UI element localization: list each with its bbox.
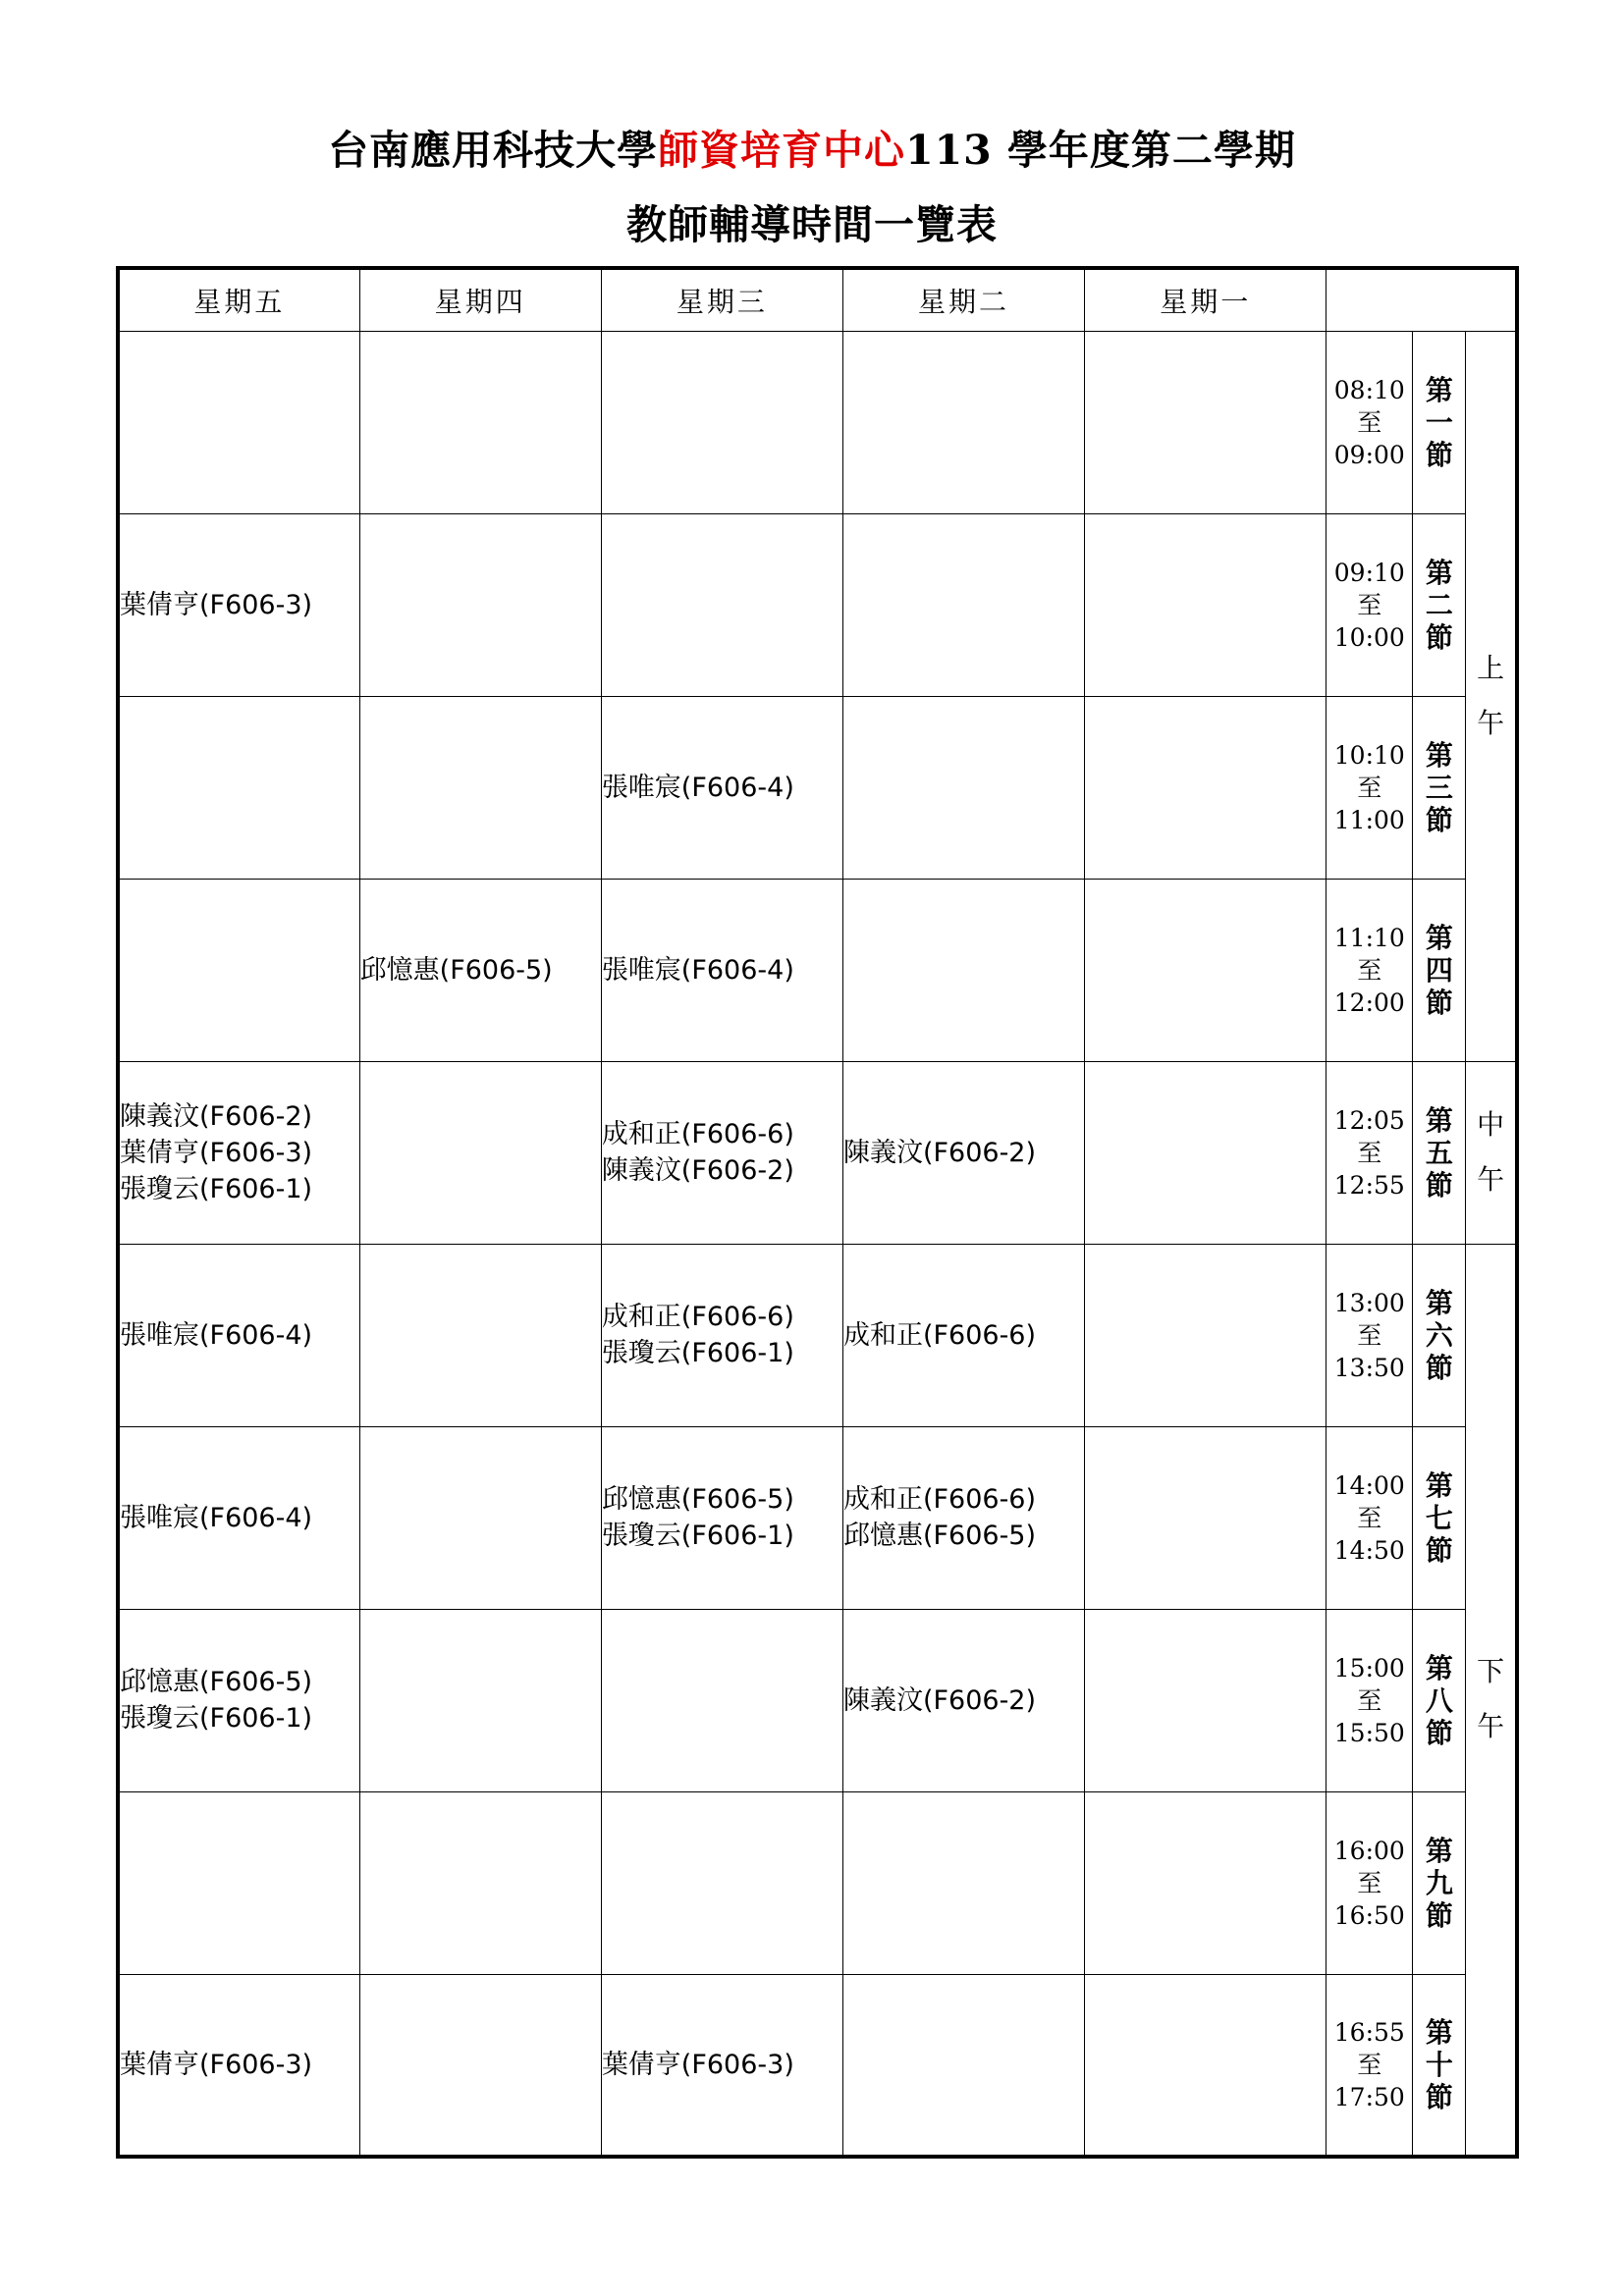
schedule-cell-mon bbox=[1085, 879, 1326, 1061]
period-label-char: 五 bbox=[1425, 1136, 1453, 1169]
period-label-char: 第 bbox=[1425, 738, 1453, 772]
period-label-char: 節 bbox=[1425, 438, 1453, 471]
period-label bbox=[1413, 1609, 1466, 1791]
session-label-char: 午 bbox=[1477, 1710, 1505, 1743]
schedule-cell-wed bbox=[601, 696, 842, 879]
title-school: 台南應用科技大學 bbox=[328, 127, 659, 174]
schedule-cell-mon bbox=[1085, 1426, 1326, 1609]
period-row bbox=[118, 1791, 1517, 1974]
teacher-entry: 張瓊云(F606-1) bbox=[120, 1703, 313, 1734]
period-label-char: 節 bbox=[1425, 1351, 1453, 1384]
session-label-noon bbox=[1466, 1061, 1517, 1244]
period-time bbox=[1326, 1061, 1413, 1244]
session-label-morning bbox=[1466, 331, 1517, 1061]
period-time-line: 16:55 bbox=[1333, 2017, 1405, 2047]
schedule-cell-tue bbox=[842, 1609, 1084, 1791]
teacher-entry: 葉倩亨(F606-3) bbox=[120, 589, 313, 620]
period-row bbox=[118, 1974, 1517, 2157]
period-time-line: 14:00 bbox=[1333, 1470, 1405, 1500]
period-time bbox=[1326, 1974, 1413, 2157]
period-time-line: 11:00 bbox=[1333, 805, 1405, 834]
period-label-char: 第 bbox=[1425, 556, 1453, 589]
header-corner bbox=[1326, 268, 1517, 331]
period-time-line: 14:50 bbox=[1333, 1535, 1405, 1565]
period-row bbox=[118, 331, 1517, 513]
schedule-cell-thu bbox=[359, 1974, 601, 2157]
period-time-line: 17:50 bbox=[1333, 2082, 1405, 2111]
period-label-char: 節 bbox=[1425, 1168, 1453, 1201]
schedule-cell-thu bbox=[359, 1426, 601, 1609]
schedule-cell-fri bbox=[118, 331, 359, 513]
period-label-char: 第 bbox=[1425, 1834, 1453, 1867]
page-title bbox=[0, 118, 1624, 176]
period-label-char: 十 bbox=[1425, 2048, 1453, 2081]
schedule-cell-tue bbox=[842, 331, 1084, 513]
day-header-thu: 星期四 bbox=[359, 268, 601, 331]
period-label-char: 六 bbox=[1425, 1318, 1453, 1352]
schedule-cell-thu bbox=[359, 331, 601, 513]
period-time bbox=[1326, 1609, 1413, 1791]
schedule-cell-wed bbox=[601, 879, 842, 1061]
period-label-char: 一 bbox=[1425, 405, 1453, 439]
session-label-char: 下 bbox=[1477, 1655, 1505, 1688]
schedule-cell-mon bbox=[1085, 696, 1326, 879]
schedule-cell-mon bbox=[1085, 513, 1326, 696]
schedule-cell-thu bbox=[359, 879, 601, 1061]
period-label-char: 二 bbox=[1425, 588, 1453, 621]
period-label-char: 第 bbox=[1425, 921, 1453, 954]
schedule-cell-tue bbox=[842, 1061, 1084, 1244]
teacher-entry: 張唯宸(F606-4) bbox=[601, 954, 794, 986]
period-label bbox=[1413, 879, 1466, 1061]
period-label-char: 第 bbox=[1425, 1103, 1453, 1137]
teacher-entry: 張唯宸(F606-4) bbox=[120, 1319, 313, 1351]
period-time-line: 09:10 bbox=[1333, 558, 1405, 587]
schedule-cell-thu bbox=[359, 1791, 601, 1974]
schedule-cell-mon bbox=[1085, 1791, 1326, 1974]
period-time-line: 09:00 bbox=[1333, 440, 1405, 469]
teacher-entry: 邱憶惠(F606-5) bbox=[601, 1484, 794, 1515]
teacher-entry: 成和正(F606-6) bbox=[842, 1484, 1037, 1515]
schedule-cell-tue bbox=[842, 513, 1084, 696]
day-header-fri: 星期五 bbox=[118, 268, 359, 331]
period-label bbox=[1413, 513, 1466, 696]
period-label bbox=[1413, 1426, 1466, 1609]
period-label bbox=[1413, 1974, 1466, 2157]
teacher-entry: 邱憶惠(F606-5) bbox=[120, 1667, 313, 1697]
period-time-line: 16:50 bbox=[1333, 1900, 1405, 1930]
period-label-char: 節 bbox=[1425, 1898, 1453, 1932]
teacher-entry: 邱憶惠(F606-5) bbox=[359, 954, 553, 986]
period-label-char: 四 bbox=[1425, 953, 1453, 987]
schedule-cell-thu bbox=[359, 1061, 601, 1244]
period-row bbox=[118, 513, 1517, 696]
period-label bbox=[1413, 1791, 1466, 1974]
period-label-char: 節 bbox=[1425, 2080, 1453, 2113]
schedule-cell-fri bbox=[118, 1791, 359, 1974]
period-row bbox=[118, 1244, 1517, 1426]
period-time-line: 至 bbox=[1357, 407, 1382, 437]
header-row bbox=[118, 268, 1517, 331]
period-label-char: 七 bbox=[1425, 1501, 1453, 1534]
period-time bbox=[1326, 696, 1413, 879]
day-header-tue: 星期二 bbox=[842, 268, 1084, 331]
period-label-char: 九 bbox=[1425, 1866, 1453, 1899]
schedule-cell-wed bbox=[601, 1426, 842, 1609]
teacher-entry: 邱憶惠(F606-5) bbox=[842, 1521, 1037, 1551]
schedule-cell-tue bbox=[842, 1791, 1084, 1974]
period-time-line: 16:00 bbox=[1333, 1836, 1405, 1865]
period-time-line: 至 bbox=[1357, 1685, 1382, 1715]
tutoring-schedule-table bbox=[116, 266, 1519, 2159]
period-label-char: 第 bbox=[1425, 373, 1453, 406]
teacher-entry: 張唯宸(F606-4) bbox=[601, 772, 794, 803]
schedule-cell-fri bbox=[118, 1061, 359, 1244]
period-time-line: 至 bbox=[1357, 2050, 1382, 2079]
title-center: 師資培育中心 bbox=[658, 127, 906, 174]
period-label-char: 八 bbox=[1425, 1683, 1453, 1717]
schedule-cell-fri bbox=[118, 879, 359, 1061]
teacher-entry: 張瓊云(F606-1) bbox=[601, 1521, 794, 1551]
period-label bbox=[1413, 696, 1466, 879]
schedule-cell-mon bbox=[1085, 331, 1326, 513]
period-time-line: 至 bbox=[1357, 773, 1382, 802]
period-time-line: 11:10 bbox=[1333, 923, 1405, 952]
period-time-line: 至 bbox=[1357, 1503, 1382, 1532]
schedule-cell-thu bbox=[359, 1244, 601, 1426]
teacher-entry: 葉倩亨(F606-3) bbox=[120, 1137, 313, 1168]
period-row bbox=[118, 696, 1517, 879]
period-time-line: 10:10 bbox=[1333, 740, 1405, 770]
period-label-char: 節 bbox=[1425, 986, 1453, 1019]
page-subtitle: 教師輔導時間一覽表 bbox=[626, 201, 998, 248]
period-time bbox=[1326, 331, 1413, 513]
teacher-entry: 張瓊云(F606-1) bbox=[601, 1338, 794, 1368]
schedule-cell-tue bbox=[842, 696, 1084, 879]
schedule-cell-fri bbox=[118, 696, 359, 879]
schedule-cell-tue bbox=[842, 1426, 1084, 1609]
period-label bbox=[1413, 1061, 1466, 1244]
period-time bbox=[1326, 1426, 1413, 1609]
teacher-entry: 成和正(F606-6) bbox=[601, 1302, 794, 1332]
schedule-cell-fri bbox=[118, 1426, 359, 1609]
session-label-afternoon bbox=[1466, 1244, 1517, 2157]
period-label-char: 節 bbox=[1425, 1716, 1453, 1749]
teacher-entry: 陳義汶(F606-2) bbox=[601, 1155, 794, 1186]
period-row bbox=[118, 1609, 1517, 1791]
schedule-cell-thu bbox=[359, 696, 601, 879]
schedule-cell-wed bbox=[601, 331, 842, 513]
period-time-line: 至 bbox=[1357, 1868, 1382, 1897]
teacher-entry: 成和正(F606-6) bbox=[601, 1119, 794, 1149]
period-time-line: 15:50 bbox=[1333, 1718, 1405, 1747]
schedule-cell-mon bbox=[1085, 1609, 1326, 1791]
schedule-cell-tue bbox=[842, 1244, 1084, 1426]
period-label-char: 節 bbox=[1425, 1533, 1453, 1567]
period-row bbox=[118, 879, 1517, 1061]
schedule-cell-wed bbox=[601, 1974, 842, 2157]
schedule-cell-mon bbox=[1085, 1974, 1326, 2157]
period-time-line: 至 bbox=[1357, 590, 1382, 619]
period-time-line: 至 bbox=[1357, 955, 1382, 985]
schedule-cell-wed bbox=[601, 1244, 842, 1426]
period-time-line: 08:10 bbox=[1333, 375, 1405, 404]
period-time-line: 12:55 bbox=[1333, 1170, 1405, 1200]
day-header-wed: 星期三 bbox=[601, 268, 842, 331]
schedule-cell-fri bbox=[118, 1974, 359, 2157]
teacher-entry: 陳義汶(F606-2) bbox=[842, 1137, 1037, 1168]
session-label-char: 上 bbox=[1477, 652, 1505, 684]
period-time-line: 13:00 bbox=[1333, 1288, 1405, 1317]
schedule-cell-wed bbox=[601, 1061, 842, 1244]
period-row bbox=[118, 1061, 1517, 1244]
period-label-char: 第 bbox=[1425, 1468, 1453, 1502]
period-time bbox=[1326, 1791, 1413, 1974]
schedule-cell-wed bbox=[601, 513, 842, 696]
schedule-cell-wed bbox=[601, 1791, 842, 1974]
teacher-entry: 張瓊云(F606-1) bbox=[120, 1173, 313, 1204]
day-header-mon: 星期一 bbox=[1085, 268, 1326, 331]
period-time-line: 10:00 bbox=[1333, 622, 1405, 652]
period-time-line: 至 bbox=[1357, 1320, 1382, 1350]
schedule-cell-mon bbox=[1085, 1244, 1326, 1426]
period-time-line: 至 bbox=[1357, 1138, 1382, 1167]
period-label-char: 第 bbox=[1425, 1286, 1453, 1319]
period-time-line: 12:00 bbox=[1333, 988, 1405, 1017]
schedule-cell-tue bbox=[842, 879, 1084, 1061]
period-time bbox=[1326, 1244, 1413, 1426]
period-row bbox=[118, 1426, 1517, 1609]
period-label bbox=[1413, 1244, 1466, 1426]
schedule-cell-fri bbox=[118, 1244, 359, 1426]
schedule-cell-fri bbox=[118, 513, 359, 696]
teacher-entry: 葉倩亨(F606-3) bbox=[120, 2049, 313, 2080]
period-time-line: 12:05 bbox=[1333, 1105, 1405, 1135]
period-label-char: 三 bbox=[1425, 771, 1453, 804]
title-term: 113 學年度第二學期 bbox=[905, 127, 1296, 174]
schedule-cell-thu bbox=[359, 513, 601, 696]
period-label-char: 節 bbox=[1425, 620, 1453, 654]
period-time bbox=[1326, 513, 1413, 696]
session-label-char: 中 bbox=[1477, 1108, 1505, 1141]
schedule-cell-tue bbox=[842, 1974, 1084, 2157]
period-label bbox=[1413, 331, 1466, 513]
session-label-char: 午 bbox=[1477, 707, 1505, 739]
teacher-entry: 陳義汶(F606-2) bbox=[842, 1684, 1037, 1716]
schedule-cell-fri bbox=[118, 1609, 359, 1791]
teacher-entry: 葉倩亨(F606-3) bbox=[601, 2049, 794, 2080]
schedule-cell-mon bbox=[1085, 1061, 1326, 1244]
teacher-entry: 張唯宸(F606-4) bbox=[120, 1502, 313, 1533]
period-label-char: 第 bbox=[1425, 2015, 1453, 2049]
period-time-line: 15:00 bbox=[1333, 1653, 1405, 1682]
period-label-char: 第 bbox=[1425, 1651, 1453, 1684]
period-time-line: 13:50 bbox=[1333, 1353, 1405, 1382]
period-time bbox=[1326, 879, 1413, 1061]
teacher-entry: 陳義汶(F606-2) bbox=[120, 1100, 313, 1132]
schedule-cell-thu bbox=[359, 1609, 601, 1791]
period-label-char: 節 bbox=[1425, 803, 1453, 836]
schedule-cell-wed bbox=[601, 1609, 842, 1791]
teacher-entry: 成和正(F606-6) bbox=[842, 1319, 1037, 1351]
session-label-char: 午 bbox=[1477, 1163, 1505, 1196]
